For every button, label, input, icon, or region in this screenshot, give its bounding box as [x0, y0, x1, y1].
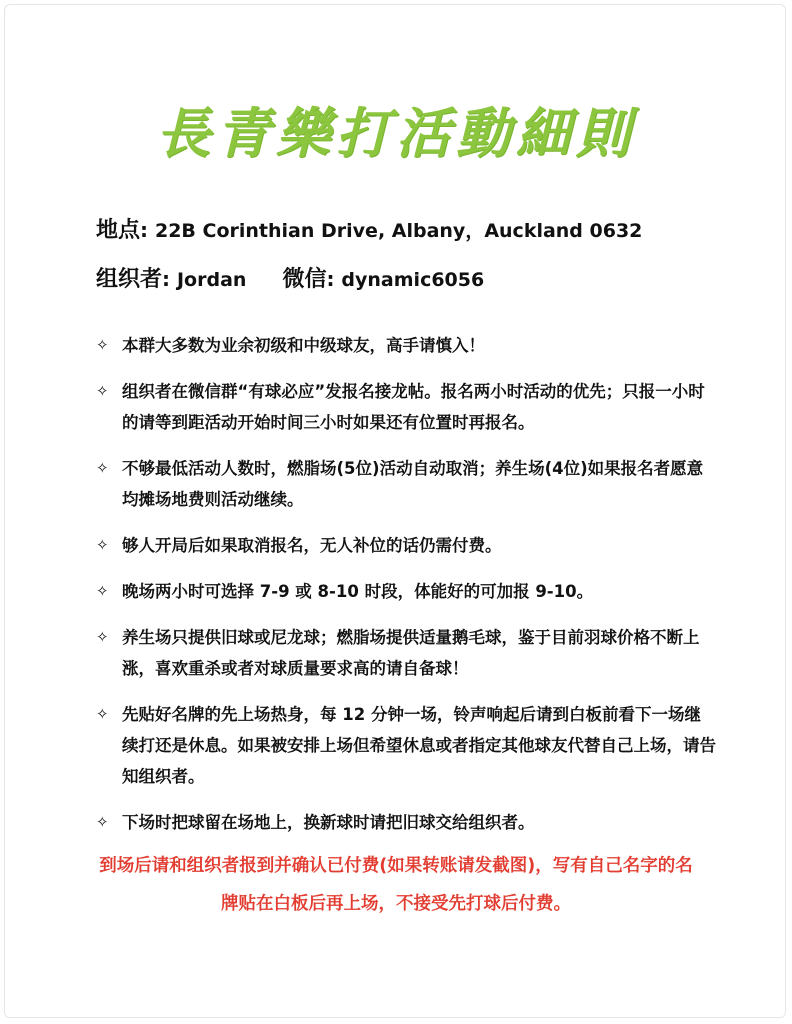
wechat-id: dynamic6056	[341, 269, 485, 291]
sparkle-bullet-icon: ✧	[96, 705, 109, 723]
rule-item	[96, 576, 716, 607]
wechat-label: 微信	[282, 267, 327, 292]
wechat-colon: :	[326, 267, 342, 291]
rules-list	[96, 330, 716, 853]
rule-text: 先贴好名牌的先上场热身，每 12 分钟一场，铃声响起后请到白板前看下一场继续打还是休息。如果被安排上场但希望休息或者指定其他球友代替自己上场，请告知组织者。	[122, 705, 716, 786]
rule-text: 不够最低活动人数时，燃脂场(5位)活动自动取消；养生场(4位)如果报名者愿意均摊场地费则活动继续。	[122, 459, 704, 509]
page-title: 長青樂打活動細則	[156, 101, 636, 165]
organizer-label: 组织者	[96, 267, 163, 292]
location-label: 地点	[96, 218, 141, 243]
rule-text: 晚场两小时可选择 7-9 或 8-10 时段，体能好的可加报 9-10。	[122, 582, 594, 601]
rule-text: 下场时把球留在场地上，换新球时请把旧球交给组织者。	[122, 813, 535, 832]
rule-item	[96, 807, 716, 838]
rule-item	[96, 376, 716, 438]
sparkle-bullet-icon: ✧	[96, 459, 109, 477]
rule-item	[96, 530, 716, 561]
rule-text: 够人开局后如果取消报名，无人补位的话仍需付费。	[122, 536, 502, 555]
sparkle-bullet-icon: ✧	[96, 813, 109, 831]
sparkle-bullet-icon: ✧	[96, 336, 109, 354]
location-line	[96, 216, 642, 245]
rule-item	[96, 622, 716, 684]
organizer-line	[96, 265, 484, 294]
rule-item	[96, 699, 716, 792]
rule-item	[96, 330, 716, 361]
location-value: 22B Corinthian Drive, Albany，Auckland 0632	[154, 220, 643, 242]
sparkle-bullet-icon: ✧	[96, 382, 109, 400]
location-colon: :	[140, 218, 155, 242]
rule-item	[96, 453, 716, 515]
sparkle-bullet-icon: ✧	[96, 582, 109, 600]
rule-text: 养生场只提供旧球或尼龙球；燃脂场提供适量鹅毛球，鉴于目前羽球价格不断上涨，喜欢重杀或者对球质量要求高的请自备球！	[122, 628, 700, 678]
organizer-colon: :	[162, 267, 177, 291]
sparkle-bullet-icon: ✧	[96, 628, 109, 646]
payment-notice: 到场后请和组织者报到并确认已付费(如果转账请发截图)，写有自己名字的名牌贴在白板后再上场，不接受先打球后付费。	[99, 856, 693, 914]
sparkle-bullet-icon: ✧	[96, 536, 109, 554]
rule-text: 组织者在微信群“有球必应”发报名接龙帖。报名两小时活动的优先；只报一小时的请等到距活动开始时间三小时如果还有位置时再报名。	[122, 382, 705, 432]
organizer-name: Jordan	[176, 269, 247, 291]
rule-text: 本群大多数为业余初级和中级球友，高手请慎入！	[122, 336, 485, 355]
